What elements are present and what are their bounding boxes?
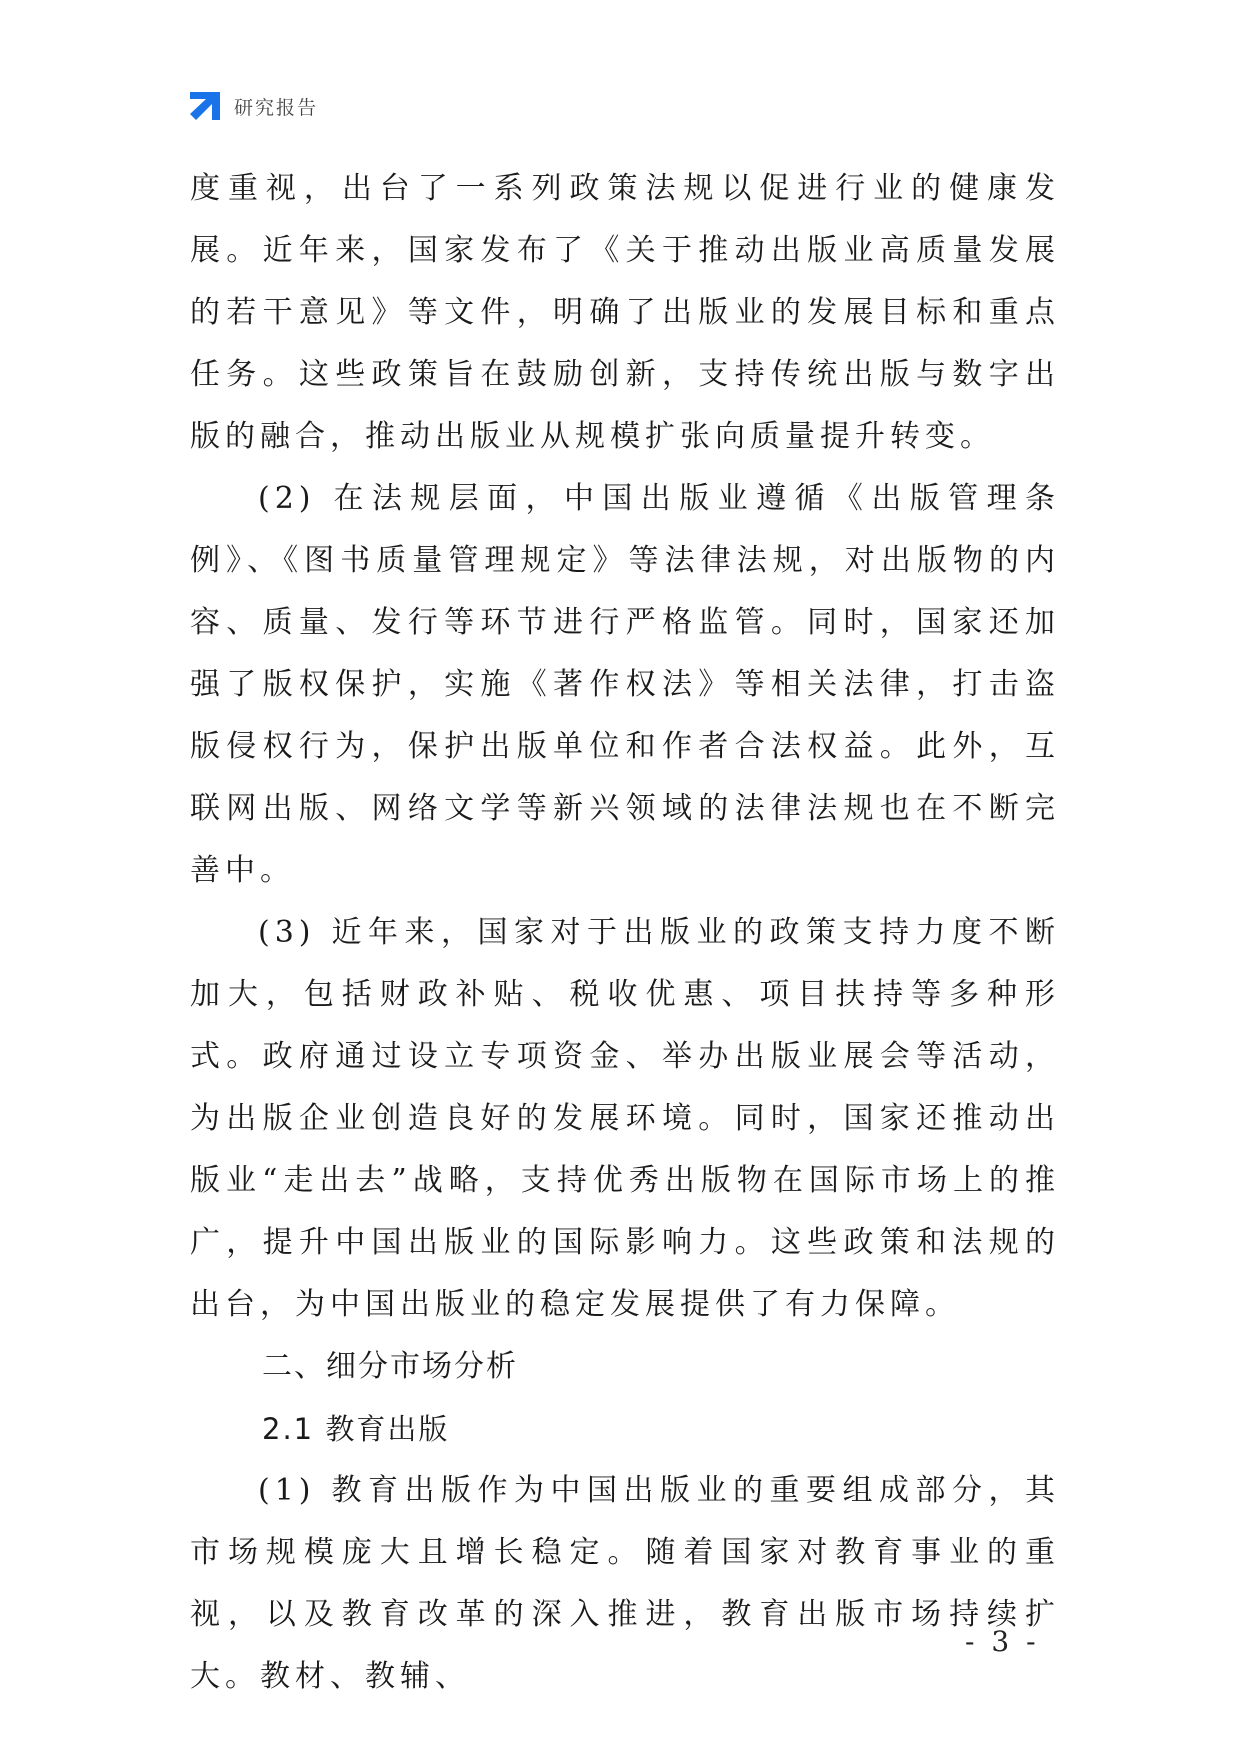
arrow-logo-icon — [188, 90, 222, 122]
page-header — [188, 90, 318, 122]
paragraph-2: (2) 在法规层面，中国出版业遵循《出版管理条例》、《图书质量管理规定》等法律法规，对出版物的内容、质量、发行等环节进行严格监管。同时，国家还加强了版权保护，实施《著作权法》等相关法律，打击盗版侵权行为，保护出版单位和作者合法权益。此外，互联网出版、网络文学等新兴领域的法律法规也在不断完善中。 — [190, 481, 1060, 888]
paragraph-1: 度重视，出台了一系列政策法规以促进行业的健康发展。近年来，国家发布了《关于推动出版业高质量发展的若干意见》等文件，明确了出版业的发展目标和重点任务。这些政策旨在鼓励创新，支持传统出版与数字出版的融合，推动出版业从规模扩张向质量提升转变。 — [190, 171, 1060, 454]
paragraph-4: (1) 教育出版作为中国出版业的重要组成部分，其市场规模庞大且增长稳定。随着国家对教育事业的重视，以及教育改革的深入推进，教育出版市场持续扩大。教材、教辅、 — [190, 1473, 1060, 1694]
section-heading: 二、细分市场分析 — [262, 1349, 518, 1384]
page-number: - 3 - — [965, 1625, 1040, 1658]
paragraph-3: (3) 近年来，国家对于出版业的政策支持力度不断加大，包括财政补贴、税收优惠、项目扶持等多种形式。政府通过设立专项资金、举办出版业展会等活动，为出版企业创造良好的发展环境。同时，国家还推动出版业“走出去”战略，支持优秀出版物在国际市场上的推广，提升中国出版业的国际影响力。这些政策和法规的出台，为中国出版业的稳定发展提供了有力保障。 — [190, 915, 1060, 1322]
subsection-heading: 2.1 教育出版 — [262, 1412, 450, 1446]
header-title: 研究报告 — [234, 96, 319, 119]
document-body — [190, 158, 1060, 1708]
